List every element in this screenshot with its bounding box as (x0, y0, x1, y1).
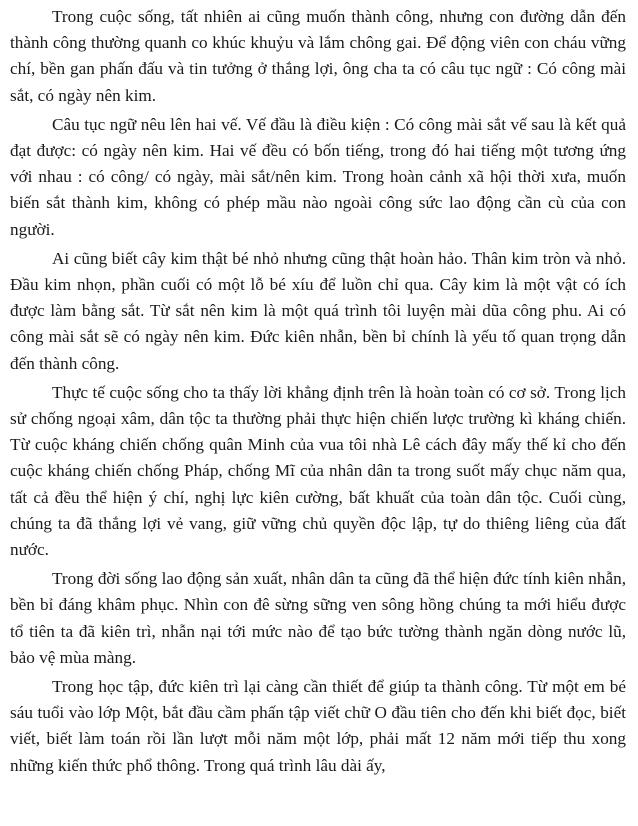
paragraph-6: Trong học tập, đức kiên trì lại càng cần thiết để giúp ta thành công. Từ một em bé sáu tuổi vào lớp Một, bắt đầu cầm phấn tập viết chữ O đầu tiên cho đến khi biết đọc, biết viết, biết làm toán rồi lần lượt mỗi năm một lớp, phải mất 12 năm mới tiếp thu xong những kiến thức phổ thông. Trong quá trình lâu dài ấy, (10, 677, 626, 775)
paragraph-3: Ai cũng biết cây kim thật bé nhỏ nhưng cũng thật hoàn hảo. Thân kim tròn và nhỏ. Đầu kim nhọn, phần cuối có một lỗ bé xíu để luồn chỉ qua. Cây kim là một vật có ích được làm bằng sắt. Từ sắt nên kim là một quá trình tôi luyện mài dũa công phu. Ai có công mài sắt sẽ có ngày nên kim. Đức kiên nhẫn, bền bỉ chính là yếu tố quan trọng dẫn đến thành công. (10, 248, 626, 373)
paragraph-1: Trong cuộc sống, tất nhiên ai cũng muốn thành công, nhưng con đường dẫn đến thành công thường quanh co khúc khuỷu và lắm chông gai. Để động viên con cháu vững chí, bền gan phấn đấu và tin tưởng ở thắng lợi, ông cha ta có câu tục ngữ : Có công mài sắt, có ngày nên kim. (10, 7, 626, 105)
paragraph-4: Thực tế cuộc sống cho ta thấy lời khẳng định trên là hoàn toàn có cơ sở. Trong lịch sử chống ngoại xâm, dân tộc ta thường phải thực hiện chiến lược trường kì kháng chiến. Từ cuộc kháng chiến chống quân Minh của vua tôi nhà Lê cách đây mấy thế kỉ cho đến cuộc kháng chiến chống Pháp, chống Mĩ của nhân dân ta trong suốt mấy chục năm qua, tất cả đều thể hiện ý chí, nghị lực kiên cường, bất khuất của toàn dân tộc. Cuối cùng, chúng ta đã thắng lợi vẻ vang, giữ vững chủ quyền độc lập, tự do thiêng liêng của đất nước. (10, 382, 626, 560)
paragraph-5: Trong đời sống lao động sản xuất, nhân dân ta cũng đã thể hiện đức tính kiên nhẫn, bền bỉ đáng khâm phục. Nhìn con đê sừng sững ven sông hồng chúng ta mới hiểu được tổ tiên ta đã kiên trì, nhẫn nại tới mức nào để tạo bức tường thành ngăn dòng nước lũ, bảo vệ mùa màng. (10, 569, 626, 667)
paragraph-2: Câu tục ngữ nêu lên hai vế. Vế đầu là điều kiện : Có công mài sắt vế sau là kết quả đạt được: có ngày nên kim. Hai vế đều có bốn tiếng, trong đó hai tiếng một tương ứng với nhau : có công/ có ngày, mài sắt/nên kim. Trong hoàn cảnh xã hội thời xưa, muốn biến sắt thành kim, không có phép mầu nào ngoài công sức lao động cần cù của con người. (10, 114, 626, 239)
